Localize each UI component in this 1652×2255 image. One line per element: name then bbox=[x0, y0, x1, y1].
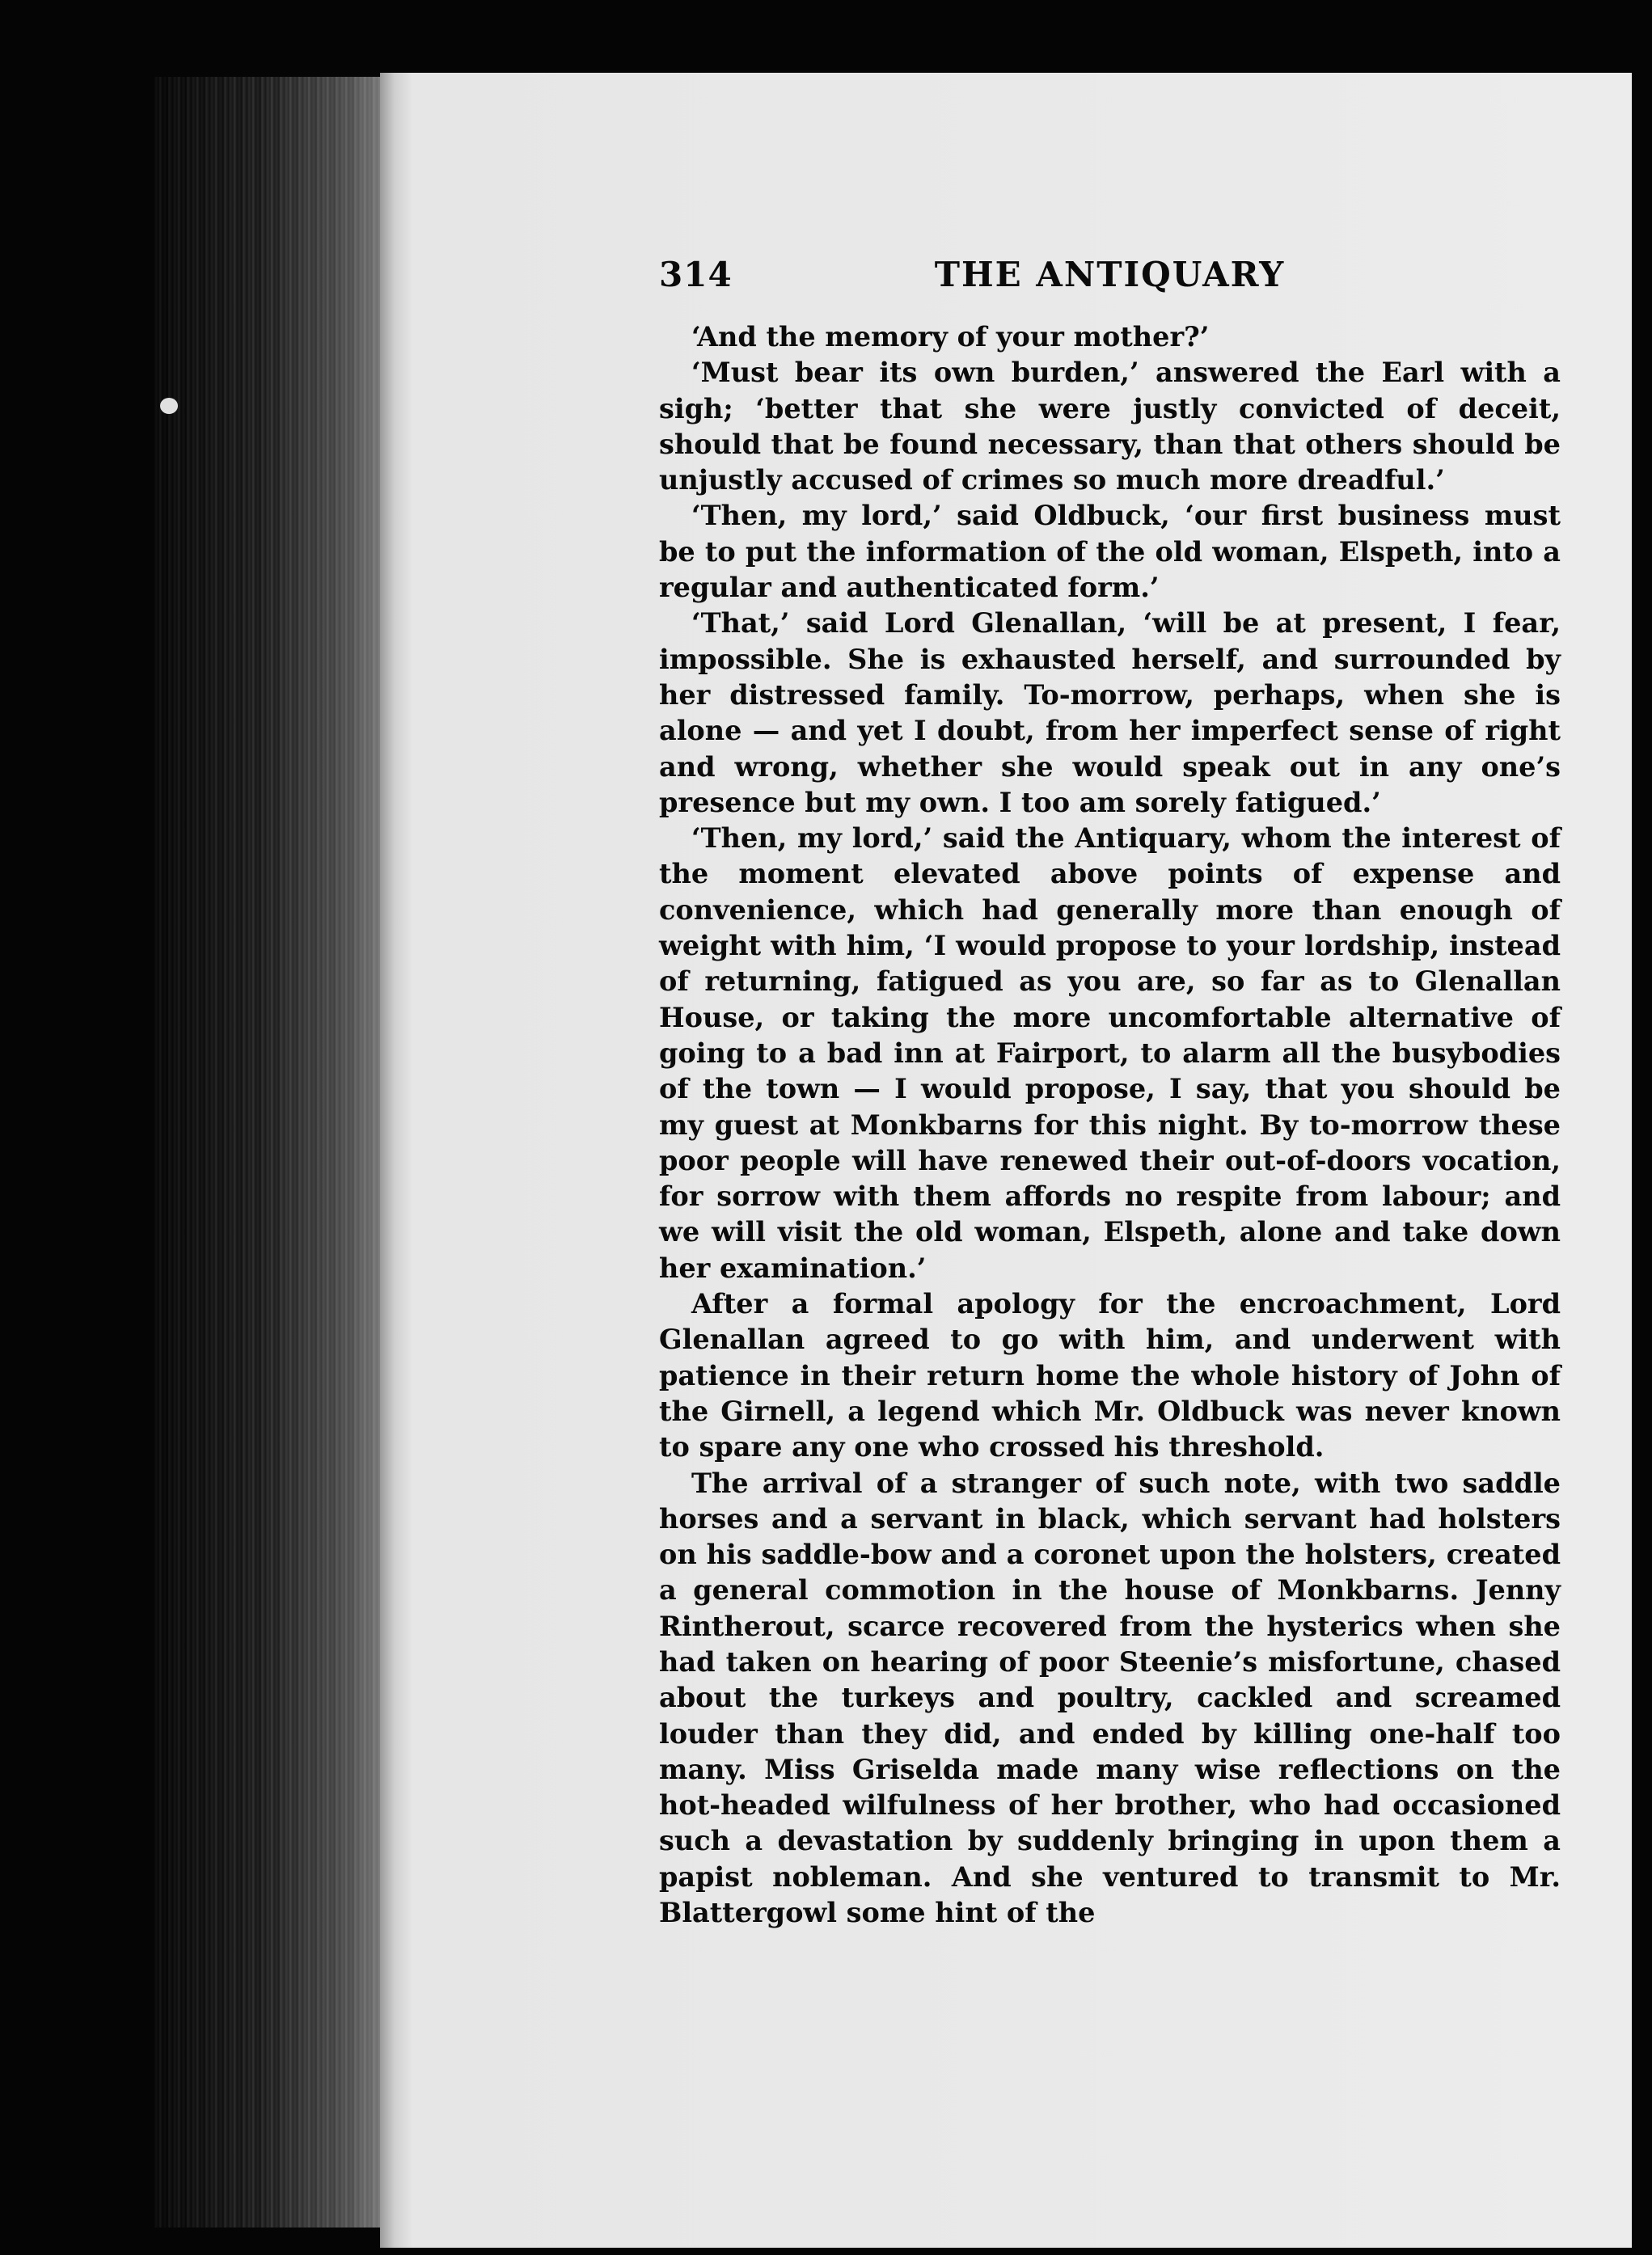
scan-speck bbox=[160, 398, 178, 414]
paragraph: ‘Must bear its own burden,’ answered the Earl with a sigh; ‘better that she were justly convicted of deceit, should that be found necessary, than that others should be unjustly accused of crimes so much more dreadful.’ bbox=[659, 357, 1561, 496]
book-page-edges bbox=[154, 77, 396, 2228]
paragraph: ‘Then, my lord,’ said the Antiquary, whom the interest of the moment elevated above points of expense and convenience, which had generally more than enough of weight with him, ‘I would propose to your lordship, instead of returning, fatigued as you are, so far as to Glenallan House, or taking the more uncomfortable alternative of going to a bad inn at Fairport, to alarm all the busybodies of the town — I would propose, I say, that you should be my guest at Monkbarns for this night. By to-morrow these poor people will have renewed their out-of-doors vocation, for sorrow with them affords no respite from labour; and we will visit the old woman, Elspeth, alone and take down her examination.’ bbox=[659, 822, 1561, 1284]
running-title: THE ANTIQUARY bbox=[934, 255, 1286, 294]
paragraph: The arrival of a stranger of such note, with two saddle horses and a servant in black, which servant had holsters on his saddle-bow and a coronet upon the holsters, created a general commotion in the house of Monkbarns. Jenny Rintherout, scarce recovered from the hysterics when she had taken on hearing of poor Steenie’s misfortune, chased about the turkeys and poultry, cackled and screamed louder than they did, and ended by killing one-half too many. Miss Griselda made many wise reflections on the hot-headed wilfulness of her brother, who had occasioned such a devastation by suddenly bringing in upon them a papist nobleman. And she ventured to transmit to Mr. Blattergowl some hint of the bbox=[659, 1467, 1561, 1929]
book-page bbox=[380, 73, 1632, 2248]
page-header bbox=[659, 255, 1561, 311]
page-number: 314 bbox=[659, 255, 733, 294]
paragraph: ‘Then, my lord,’ said Oldbuck, ‘our first business must be to put the information of the old woman, Elspeth, into a regular and authenticated form.’ bbox=[659, 500, 1561, 604]
paragraph: ‘And the memory of your mother?’ bbox=[691, 321, 1210, 353]
text-block bbox=[659, 255, 1561, 1931]
paragraph: ‘That,’ said Lord Glenallan, ‘will be at present, I fear, impossible. She is exhausted herself, and surrounded by her distressed family. To-morrow, perhaps, when she is alone — and yet I doubt, from her imperfect sense of right and wrong, whether she would speak out in any one’s presence but my own. I too am sorely fatigued.’ bbox=[659, 607, 1561, 818]
paragraph: After a formal apology for the encroachment, Lord Glenallan agreed to go with him, and underwent with patience in their return home the whole history of John of the Girnell, a legend which Mr. Oldbuck was never known to spare any one who crossed his threshold. bbox=[659, 1288, 1561, 1463]
